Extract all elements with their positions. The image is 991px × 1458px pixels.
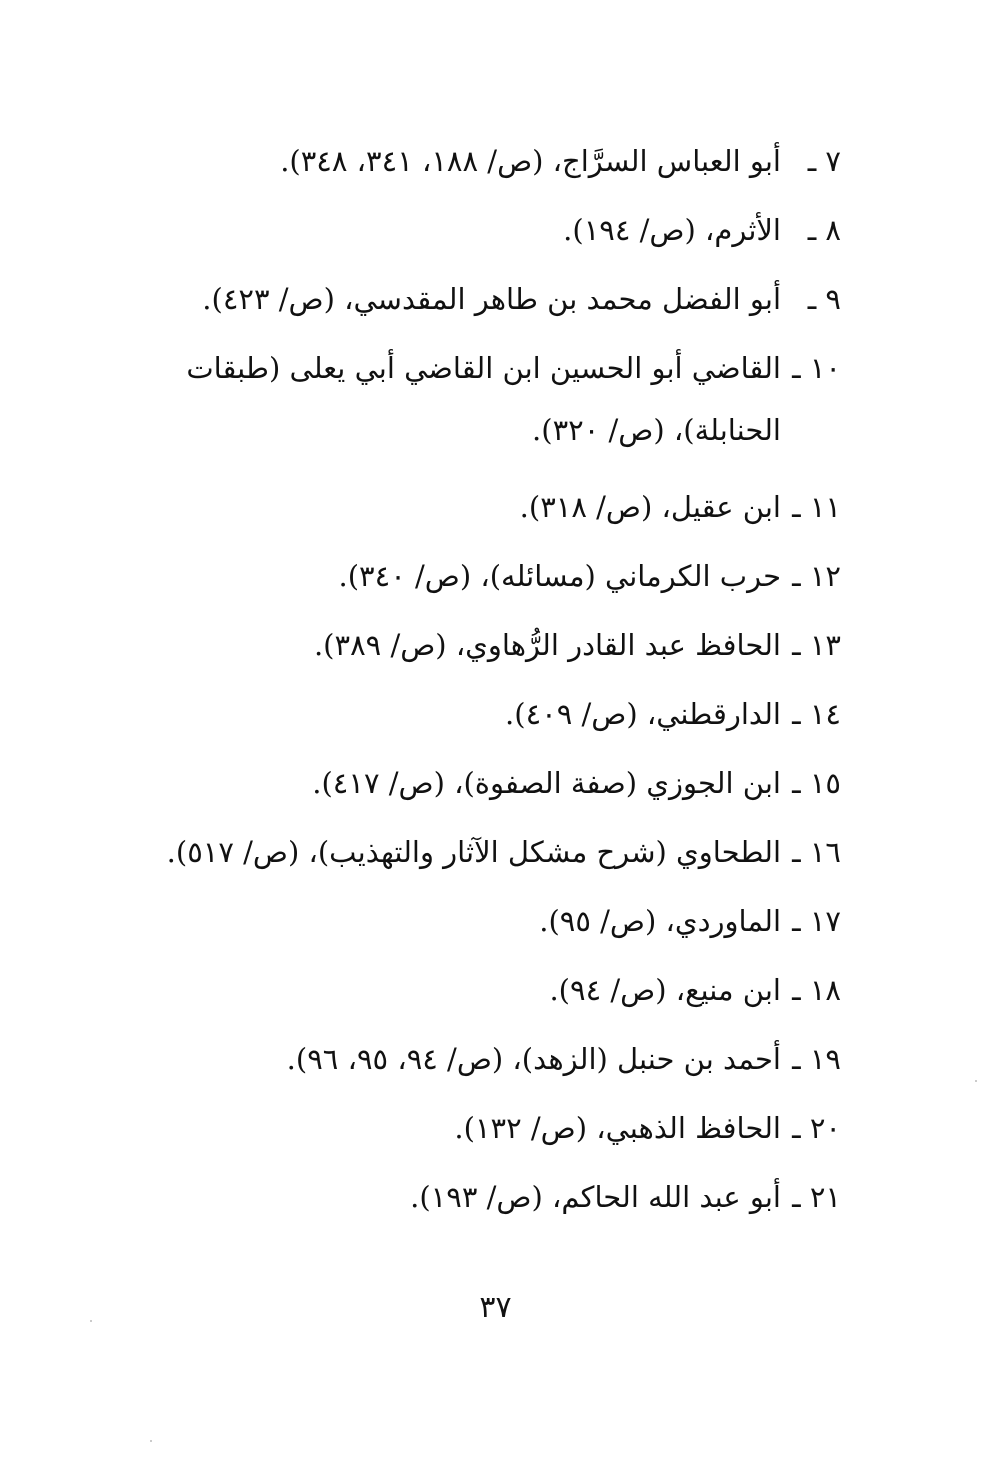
item-text: أحمد بن حنبل (الزهد)، (ص/ ٩٤، ٩٥، ٩٦). xyxy=(286,1042,781,1076)
list-item xyxy=(121,1036,841,1082)
list-item xyxy=(121,622,841,668)
item-text: حرب الكرماني (مسائله)، (ص/ ٣٤٠). xyxy=(338,559,781,593)
list-item xyxy=(121,276,841,322)
item-number: ١٥ ـ xyxy=(792,766,841,800)
item-number: ٩ ـ xyxy=(807,282,841,316)
item-number: ٨ ـ xyxy=(807,213,841,247)
item-text: أبو الفضل محمد بن طاهر المقدسي، (ص/ ٤٢٣). xyxy=(202,282,781,316)
item-number: ٧ ـ xyxy=(807,144,841,178)
item-number: ١٧ ـ xyxy=(792,904,841,938)
scan-speck xyxy=(150,1440,152,1442)
item-number: ١٦ ـ xyxy=(792,835,841,869)
item-text: الطحاوي (شرح مشكل الآثار والتهذيب)، (ص/ ٥١٧). xyxy=(166,835,781,869)
scan-speck xyxy=(975,1080,977,1082)
item-number: ١١ ـ xyxy=(792,490,841,524)
item-text: الحافظ عبد القادر الرُّهاوي، (ص/ ٣٨٩). xyxy=(313,628,781,662)
item-number: ١٣ ـ xyxy=(792,628,841,662)
item-number: ١٩ ـ xyxy=(792,1042,841,1076)
list-item xyxy=(121,1105,841,1151)
item-text: الأثرم، (ص/ ١٩٤). xyxy=(563,213,781,247)
page-number: ٣٧ xyxy=(479,1290,512,1325)
item-text: الماوردي، (ص/ ٩٥). xyxy=(539,904,781,938)
list-item xyxy=(121,553,841,599)
item-number: ١٠ ـ xyxy=(792,351,841,385)
list-item xyxy=(121,207,841,253)
reference-list xyxy=(121,138,841,1243)
item-number: ١٢ ـ xyxy=(792,559,841,593)
list-item xyxy=(121,829,841,875)
item-number: ١٨ ـ xyxy=(792,973,841,1007)
list-item xyxy=(121,898,841,944)
item-text: أبو عبد الله الحاكم، (ص/ ١٩٣). xyxy=(410,1180,781,1214)
item-number: ٢٠ ـ xyxy=(792,1111,841,1145)
list-item xyxy=(121,345,841,461)
item-text: ابن عقيل، (ص/ ٣١٨). xyxy=(519,490,781,524)
item-text: ابن الجوزي (صفة الصفوة)، (ص/ ٤١٧). xyxy=(312,766,781,800)
list-item xyxy=(121,967,841,1013)
item-text: القاضي أبو الحسين ابن القاضي أبي يعلى (طبقات الحنابلة)، (ص/ ٣٢٠). xyxy=(186,351,781,447)
list-item xyxy=(121,484,841,530)
item-text: الحافظ الذهبي، (ص/ ١٣٢). xyxy=(454,1111,781,1145)
list-item xyxy=(121,138,841,184)
item-text: أبو العباس السرَّاج، (ص/ ١٨٨، ٣٤١، ٣٤٨). xyxy=(280,144,781,178)
item-text: الدارقطني، (ص/ ٤٠٩). xyxy=(505,697,781,731)
item-number: ٢١ ـ xyxy=(792,1180,841,1214)
list-item xyxy=(121,691,841,737)
list-item xyxy=(121,1174,841,1220)
scan-speck xyxy=(90,1320,92,1322)
item-number: ١٤ ـ xyxy=(792,697,841,731)
list-item xyxy=(121,760,841,806)
item-text: ابن منيع، (ص/ ٩٤). xyxy=(549,973,781,1007)
